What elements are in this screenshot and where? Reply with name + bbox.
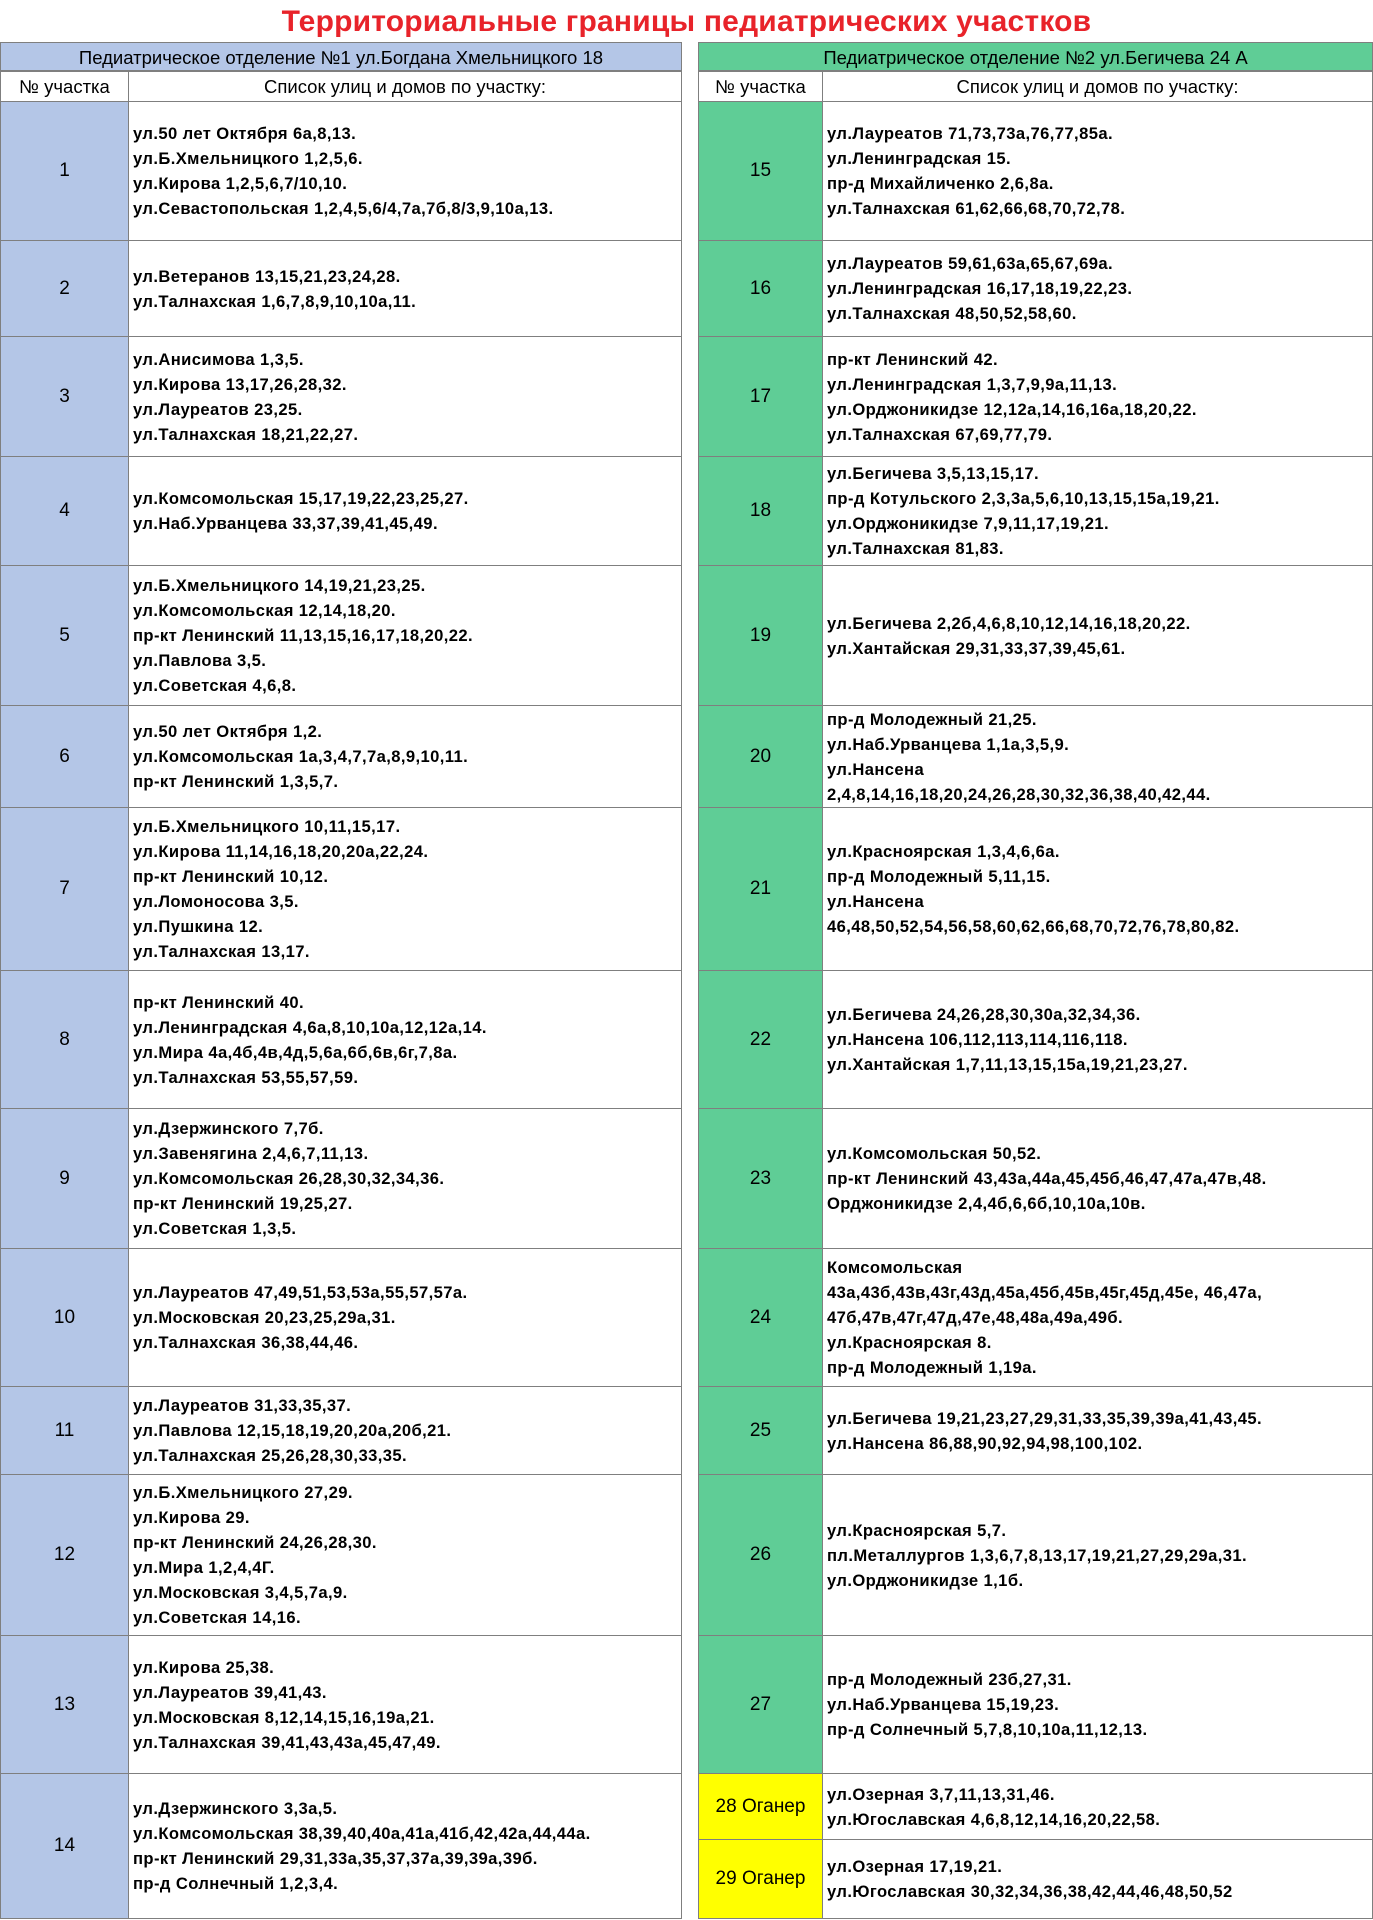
- street-list: [129, 808, 682, 971]
- street-list: [129, 337, 682, 457]
- street-line: ул.Дзержинского 7,7б.: [133, 1119, 324, 1138]
- street-line: ул.Талнахская 13,17.: [133, 942, 310, 961]
- street-list: [823, 1475, 1373, 1636]
- street-line: ул.Мира 4а,4б,4в,4д,5,6а,6б,6в,6г,7,8а.: [133, 1042, 458, 1062]
- street-line: ул.Наб.Урванцева 33,37,39,41,45,49.: [133, 514, 438, 533]
- page-title: Территориальные границы педиатрических участков: [281, 5, 1092, 38]
- table-row: [699, 808, 1373, 971]
- street-line: ул.Московская 3,4,5,7а,9.: [133, 1583, 348, 1602]
- street-list: [129, 457, 682, 566]
- street-line: 2,4,8,14,16,18,20,24,26,28,30,32,36,38,40,42,44.: [827, 784, 1211, 804]
- street-line: ул.Комсомольская 12,14,18,20.: [133, 601, 396, 620]
- street-list: [823, 102, 1373, 241]
- street-line: ул.Озерная 3,7,11,13,31,46.: [827, 1784, 1055, 1804]
- table-row: [1, 337, 682, 457]
- street-line: ул.Б.Хмельницкого 1,2,5,6.: [133, 149, 363, 168]
- table-row: [699, 241, 1373, 337]
- street-line: ул.Лауреатов 47,49,51,53,53а,55,57,57а.: [133, 1283, 468, 1302]
- street-line: 43а,43б,43в,43г,43д,45а,45б,45в,45г,45д,45е, 46,47а,: [827, 1283, 1263, 1302]
- district-number: 21: [699, 808, 823, 971]
- table-row: [699, 337, 1373, 457]
- street-line: ул.Югославская 30,32,34,36,38,42,44,46,48,50,52: [827, 1882, 1233, 1901]
- street-line: ул.Нансена: [827, 759, 925, 779]
- street-line: ул.Нансена 106,112,113,114,116,118.: [827, 1030, 1128, 1049]
- district-number: 26: [699, 1475, 823, 1636]
- street-line: ул.Комсомольская 15,17,19,22,23,25,27.: [133, 489, 469, 508]
- street-line: 46,48,50,52,54,56,58,60,62,66,68,70,72,76,78,80,82.: [827, 917, 1240, 936]
- street-line: ул.Кирова 11,14,16,18,20,20а,22,24.: [133, 842, 429, 861]
- table-row: [1, 1387, 682, 1475]
- table-row: [699, 457, 1373, 566]
- district-number: 28 Оганер: [699, 1774, 823, 1840]
- district-number: 27: [699, 1636, 823, 1774]
- street-list: [129, 566, 682, 706]
- street-list: [129, 241, 682, 337]
- street-line: ул.Б.Хмельницкого 27,29.: [133, 1483, 353, 1502]
- department-2-rows: [699, 102, 1373, 1919]
- street-line: ул.50 лет Октября 1,2.: [133, 722, 323, 741]
- table-row: [1, 808, 682, 971]
- street-line: ул.Орджоникидзе 1,1б.: [827, 1570, 1024, 1590]
- department-1-table: [0, 71, 682, 1919]
- street-line: ул.Ломоносова 3,5.: [133, 892, 299, 911]
- column-header-number: № участка: [1, 72, 129, 102]
- table-row: [699, 1249, 1373, 1387]
- street-line: ул.Советская 14,16.: [133, 1608, 301, 1627]
- street-line: ул.Кирова 1,2,5,6,7/10,10.: [133, 174, 348, 193]
- street-line: ул.Талнахская 61,62,66,68,70,72,78.: [827, 199, 1126, 218]
- table-header-row: [699, 72, 1373, 102]
- street-line: пр-д Молодежный 5,11,15.: [827, 867, 1051, 886]
- street-line: ул.Советская 4,6,8.: [133, 676, 297, 695]
- street-list: [823, 706, 1373, 808]
- table-row: [699, 1475, 1373, 1636]
- street-line: ул.Советская 1,3,5.: [133, 1219, 297, 1238]
- district-number: 14: [1, 1774, 129, 1919]
- column-header-streets: Список улиц и домов по участку:: [129, 72, 682, 102]
- street-line: ул.Нансена 86,88,90,92,94,98,100,102.: [827, 1433, 1143, 1453]
- street-list: [823, 971, 1373, 1109]
- street-line: ул.50 лет Октября 6а,8,13.: [133, 124, 357, 143]
- street-line: ул.Хантайская 29,31,33,37,39,45,61.: [827, 638, 1126, 658]
- street-line: ул.Орджоникидзе 12,12а,14,16,16а,18,20,22.: [827, 399, 1197, 419]
- street-list: [823, 1636, 1373, 1774]
- district-number: 4: [1, 457, 129, 566]
- street-line: ул.Талнахская 36,38,44,46.: [133, 1333, 359, 1352]
- street-line: ул.Московская 20,23,25,29а,31.: [133, 1308, 396, 1327]
- street-line: ул.Павлова 3,5.: [133, 651, 267, 670]
- street-line: пр-кт Ленинский 42.: [827, 349, 999, 369]
- street-line: пр-д Котульского 2,3,3а,5,6,10,13,15,15а,19,21.: [827, 489, 1220, 508]
- table-row: [699, 706, 1373, 808]
- district-number: 1: [1, 102, 129, 241]
- table-row: [699, 971, 1373, 1109]
- district-number: 15: [699, 102, 823, 241]
- street-line: пр-д Солнечный 1,2,3,4.: [133, 1874, 339, 1893]
- street-list: [129, 1475, 682, 1636]
- street-list: [823, 337, 1373, 457]
- department-1-header: Педиатрическое отделение №1 ул.Богдана Хмельницкого 18: [0, 42, 682, 71]
- street-line: пр-кт Ленинский 43,43а,44а,45,45б,46,47,47а,47в,48.: [827, 1169, 1267, 1188]
- street-line: ул.Хантайская 1,7,11,13,15,15а,19,21,23,27.: [827, 1055, 1188, 1074]
- street-list: [129, 1249, 682, 1387]
- street-line: ул.Комсомольская 1а,3,4,7,7а,8,9,10,11.: [133, 747, 469, 766]
- district-number: 24: [699, 1249, 823, 1387]
- street-line: ул.Бегичева 3,5,13,15,17.: [827, 464, 1039, 483]
- street-list: [823, 1249, 1373, 1387]
- street-list: [823, 1774, 1373, 1840]
- district-number: 5: [1, 566, 129, 706]
- district-number: 18: [699, 457, 823, 566]
- street-line: ул.Лауреатов 59,61,63а,65,67,69а.: [827, 254, 1113, 273]
- table-row: [699, 1840, 1373, 1919]
- district-number: 20: [699, 706, 823, 808]
- street-line: пр-кт Ленинский 19,25,27.: [133, 1194, 353, 1213]
- street-list: [129, 1774, 682, 1919]
- street-line: пр-кт Ленинский 40.: [133, 992, 305, 1012]
- street-line: ул.Комсомольская 26,28,30,32,34,36.: [133, 1169, 445, 1188]
- street-list: [129, 1109, 682, 1249]
- district-number: 29 Оганер: [699, 1840, 823, 1919]
- street-line: ул.Бегичева 19,21,23,27,29,31,33,35,39,39а,41,43,45.: [827, 1408, 1263, 1428]
- table-row: [1, 1109, 682, 1249]
- street-line: ул.Завенягина 2,4,6,7,11,13.: [133, 1144, 369, 1163]
- district-number: 22: [699, 971, 823, 1109]
- street-line: Комсомольская: [827, 1258, 963, 1277]
- street-line: ул.Бегичева 24,26,28,30,30а,32,34,36.: [827, 1005, 1141, 1024]
- street-line: ул.Дзержинского 3,3а,5.: [133, 1799, 338, 1818]
- district-number: 9: [1, 1109, 129, 1249]
- column-header-number: № участка: [699, 72, 823, 102]
- street-line: ул.Озерная 17,19,21.: [827, 1857, 1003, 1876]
- street-line: ул.Кирова 29.: [133, 1508, 250, 1527]
- street-line: пр-д Молодежный 1,19а.: [827, 1358, 1037, 1377]
- district-number: 17: [699, 337, 823, 457]
- street-line: пр-кт Ленинский 1,3,5,7.: [133, 772, 339, 791]
- street-line: 47б,47в,47г,47д,47е,48,48а,49а,49б.: [827, 1308, 1123, 1327]
- street-line: ул.Лауреатов 23,25.: [133, 399, 303, 419]
- street-line: ул.Кирова 13,17,26,28,32.: [133, 374, 347, 394]
- district-number: 3: [1, 337, 129, 457]
- table-row: [699, 102, 1373, 241]
- district-number: 23: [699, 1109, 823, 1249]
- street-line: ул.Талнахская 81,83.: [827, 539, 1004, 558]
- street-line: ул.Кирова 25,38.: [133, 1657, 275, 1677]
- street-line: ул.Севастопольская 1,2,4,5,6/4,7а,7б,8/3,9,10а,13.: [133, 199, 554, 218]
- street-line: пр-кт Ленинский 29,31,33а,35,37,37а,39,39а,39б.: [133, 1849, 538, 1868]
- table-row: [1, 1774, 682, 1919]
- table-row: [1, 241, 682, 337]
- street-line: ул.Талнахская 18,21,22,27.: [133, 424, 359, 444]
- district-number: 2: [1, 241, 129, 337]
- street-line: ул.Анисимова 1,3,5.: [133, 349, 304, 369]
- table-row: [699, 1636, 1373, 1774]
- street-list: [823, 241, 1373, 337]
- street-line: ул.Бегичева 2,2б,4,6,8,10,12,14,16,18,20,22.: [827, 613, 1191, 633]
- table-row: [1, 1475, 682, 1636]
- table-row: [1, 1249, 682, 1387]
- district-number: 11: [1, 1387, 129, 1475]
- street-line: ул.Талнахская 1,6,7,8,9,10,10а,11.: [133, 291, 417, 311]
- street-list: [129, 102, 682, 241]
- district-number: 12: [1, 1475, 129, 1636]
- street-line: ул.Павлова 12,15,18,19,20,20а,20б,21.: [133, 1421, 452, 1440]
- street-line: ул.Лауреатов 31,33,35,37.: [133, 1396, 352, 1415]
- street-line: ул.Красноярская 8.: [827, 1333, 992, 1352]
- department-1-rows: [1, 102, 682, 1919]
- street-line: ул.Талнахская 67,69,77,79.: [827, 424, 1053, 444]
- street-line: ул.Талнахская 39,41,43,43а,45,47,49.: [133, 1732, 441, 1752]
- street-line: ул.Б.Хмельницкого 10,11,15,17.: [133, 817, 401, 836]
- street-line: пр-д Молодежный 21,25.: [827, 709, 1037, 729]
- street-line: ул.Югославская 4,6,8,12,14,16,20,22,58.: [827, 1809, 1161, 1829]
- table-row: [699, 566, 1373, 706]
- department-1: [0, 42, 682, 1919]
- street-line: ул.Красноярская 1,3,4,6,6а.: [827, 842, 1060, 861]
- street-line: ул.Б.Хмельницкого 14,19,21,23,25.: [133, 576, 426, 595]
- street-line: пл.Металлургов 1,3,6,7,8,13,17,19,21,27,29,29а,31.: [827, 1545, 1247, 1565]
- department-2-header: Педиатрическое отделение №2 ул.Бегичева 24 А: [698, 42, 1373, 71]
- table-row: [1, 1636, 682, 1774]
- district-number: 25: [699, 1387, 823, 1475]
- street-line: ул.Лауреатов 71,73,73а,76,77,85а.: [827, 124, 1113, 143]
- street-line: пр-д Михайличенко 2,6,8а.: [827, 174, 1054, 193]
- street-line: ул.Мира 1,2,4,4Г.: [133, 1558, 275, 1577]
- table-row: [1, 971, 682, 1109]
- street-line: ул.Наб.Урванцева 15,19,23.: [827, 1695, 1060, 1714]
- district-number: 13: [1, 1636, 129, 1774]
- street-list: [129, 1636, 682, 1774]
- table-row: [1, 706, 682, 808]
- street-line: ул.Ленинградская 4,6а,8,10,10а,12,12а,14.: [133, 1017, 487, 1037]
- table-row: [1, 102, 682, 241]
- department-2-table: [698, 71, 1373, 1919]
- street-line: ул.Наб.Урванцева 1,1а,3,5,9.: [827, 734, 1070, 754]
- street-list: [823, 566, 1373, 706]
- column-header-streets: Список улиц и домов по участку:: [823, 72, 1373, 102]
- table-row: [699, 1387, 1373, 1475]
- table-row: [699, 1774, 1373, 1840]
- street-list: [129, 971, 682, 1109]
- street-line: ул.Орджоникидзе 7,9,11,17,19,21.: [827, 514, 1109, 533]
- street-list: [823, 457, 1373, 566]
- district-number: 7: [1, 808, 129, 971]
- street-line: пр-д Молодежный 23б,27,31.: [827, 1670, 1072, 1689]
- district-number: 16: [699, 241, 823, 337]
- street-line: ул.Ветеранов 13,15,21,23,24,28.: [133, 266, 401, 286]
- street-line: ул.Талнахская 53,55,57,59.: [133, 1067, 359, 1087]
- table-row: [1, 457, 682, 566]
- street-line: ул.Комсомольская 50,52.: [827, 1144, 1042, 1163]
- table-row: [1, 566, 682, 706]
- table-header-row: [1, 72, 682, 102]
- street-line: ул.Ленинградская 1,3,7,9,9а,11,13.: [827, 374, 1118, 394]
- street-line: ул.Красноярская 5,7.: [827, 1520, 1007, 1540]
- street-line: ул.Комсомольская 38,39,40,40а,41а,41б,42,42а,44,44а.: [133, 1824, 591, 1843]
- street-line: Орджоникидзе 2,4,4б,6,6б,10,10а,10в.: [827, 1194, 1146, 1213]
- street-line: ул.Московская 8,12,14,15,16,19а,21.: [133, 1707, 435, 1727]
- street-line: ул.Нансена: [827, 892, 925, 911]
- district-number: 8: [1, 971, 129, 1109]
- street-line: ул.Ленинградская 15.: [827, 149, 1011, 168]
- street-list: [823, 1387, 1373, 1475]
- street-line: ул.Талнахская 48,50,52,58,60.: [827, 304, 1077, 323]
- street-line: ул.Лауреатов 39,41,43.: [133, 1682, 327, 1702]
- street-line: пр-кт Ленинский 10,12.: [133, 867, 329, 886]
- department-2: [698, 42, 1373, 1919]
- street-list: [129, 706, 682, 808]
- street-line: ул.Ленинградская 16,17,18,19,22,23.: [827, 279, 1133, 298]
- street-line: пр-кт Ленинский 24,26,28,30.: [133, 1533, 377, 1552]
- street-line: пр-д Солнечный 5,7,8,10,10а,11,12,13.: [827, 1720, 1148, 1739]
- street-list: [823, 1840, 1373, 1919]
- street-list: [129, 1387, 682, 1475]
- street-line: ул.Талнахская 25,26,28,30,33,35.: [133, 1446, 407, 1465]
- table-row: [699, 1109, 1373, 1249]
- district-number: 19: [699, 566, 823, 706]
- street-line: пр-кт Ленинский 11,13,15,16,17,18,20,22.: [133, 626, 474, 645]
- district-number: 6: [1, 706, 129, 808]
- district-number: 10: [1, 1249, 129, 1387]
- street-list: [823, 808, 1373, 971]
- street-line: ул.Пушкина 12.: [133, 917, 264, 936]
- street-list: [823, 1109, 1373, 1249]
